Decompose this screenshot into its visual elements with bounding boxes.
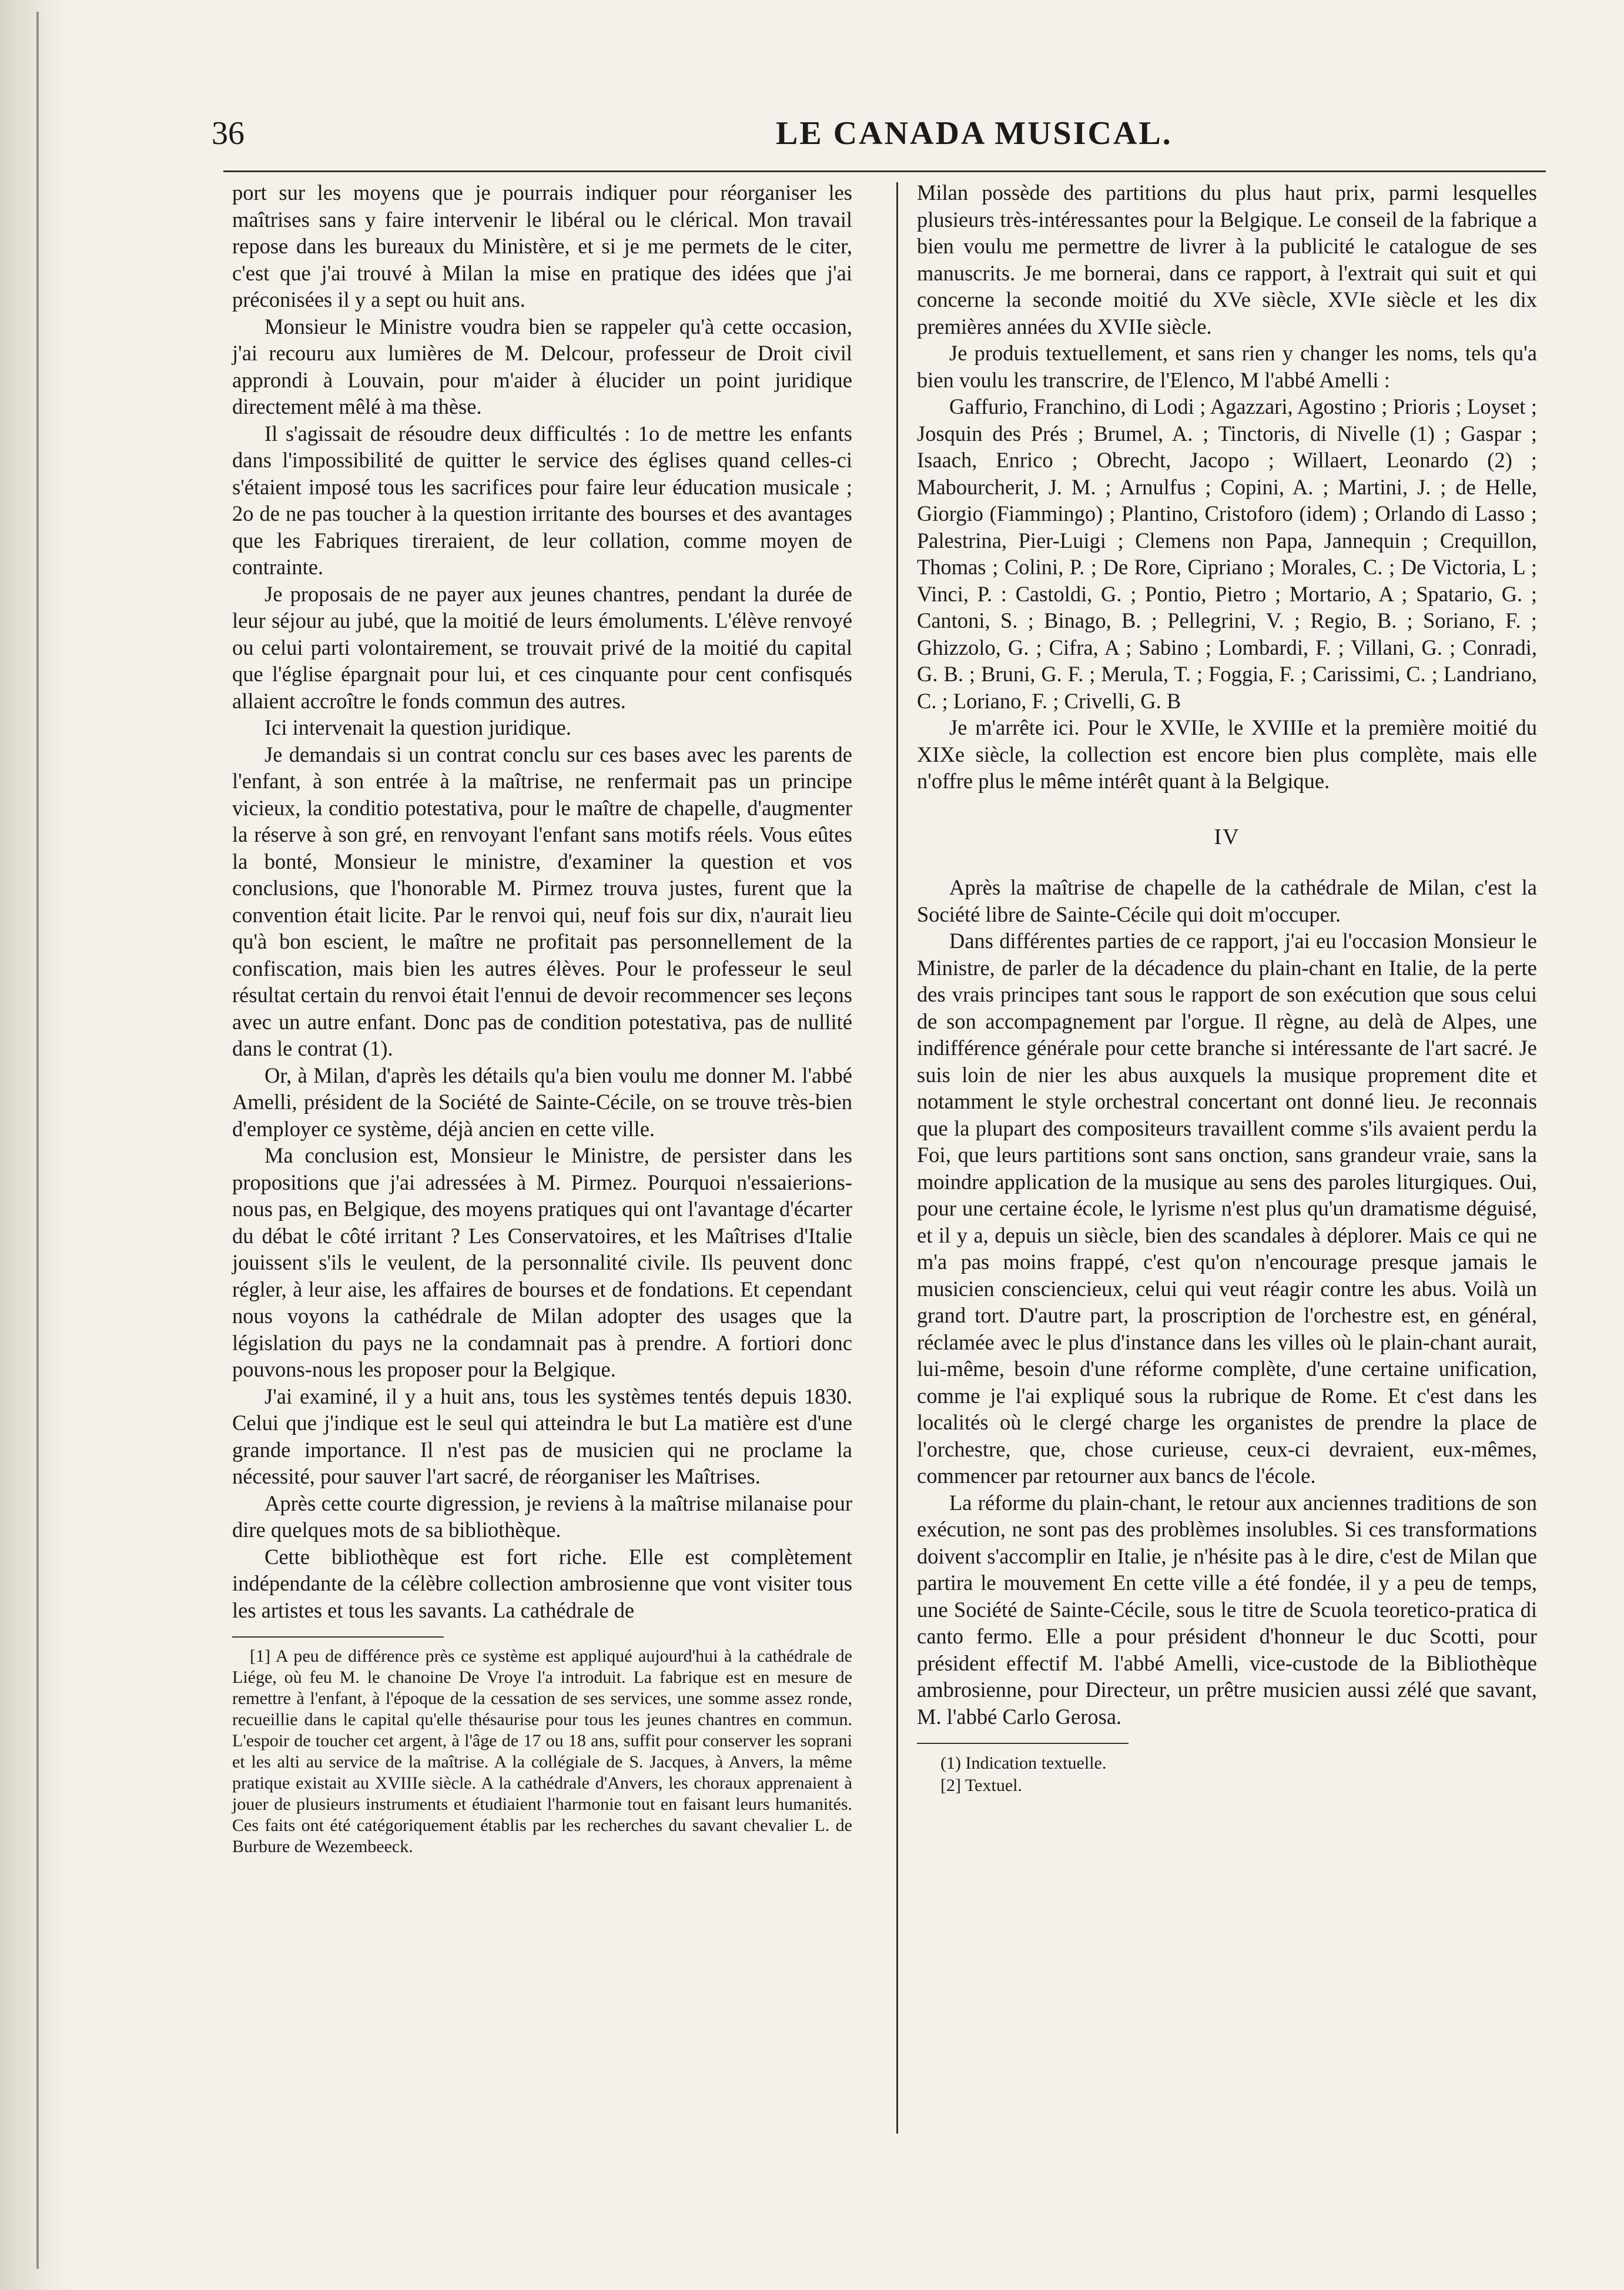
- binding-edge-line: [36, 12, 39, 2269]
- paragraph: Dans différentes parties de ce rapport, j'ai eu l'occasion Monsieur le Ministre, de parler de la décadence du plain-chant en Italie, de la perte des vrais principes tant sous le rapport de son exécution que sous celui de son accompagnement par l'orgue. Il règne, au delà de Alpes, une indifférence générale pour cette branche si intéressante de l'art sacré. Je suis loin de nier les abus auxquels la musique proprement dite et notamment le style orchestral concertant ont donné lieu. Je reconnais que la plupart des compositeurs travaillent comme s'ils avaient perdu la Foi, que leurs partitions sont sans onction, sans grandeur vraie, sans la moindre application de la musique au sens des paroles liturgiques. Oui, pour une certaine école, le lyrisme n'est plus qu'un dramatisme déguisé, et il y a, depuis un siècle, bien des scandales à déplorer. Mais ce qui ne m'a pas moins frappé, c'est qu'on n'encourage presque jamais le musicien consciencieux, celui qui veut réagir contre les abus. Voilà un grand tort. D'autre part, la proscription de l'orchestre est, en général, réclamée avec le plus d'instance dans les villes où le plain-chant aurait, lui-même, besoin d'une réforme complète, d'une certaine unification, comme je l'ai expliqué sous la rubrique de Rome. Et c'est dans les localités où le clergé charge les organistes de prendre la place de l'orchestre, que, chose curieuse, ceux-ci devraient, eux-mêmes, commencer par retourner aux bancs de l'école.: [917, 929, 1537, 1488]
- running-title: LE CANADA MUSICAL.: [776, 115, 1173, 152]
- paragraph: J'ai examiné, il y a huit ans, tous les systèmes tentés depuis 1830. Celui que j'indique est le seul qui atteindra le but La matière est d'une grande importance. Il n'est pas de musicien qui ne proclame la nécessité, pour sauver l'art sacré, de réorganiser les Maîtrises.: [232, 1384, 852, 1488]
- paragraph: Ici intervenait la question juridique.: [264, 715, 571, 739]
- paragraph: Je demandais si un contrat conclu sur ces bases avec les parents de l'enfant, à son entrée à la maîtrise, ne renfermait pas un principe vicieux, la conditio potestativa, pour le maître de chapelle, d'augmenter la réserve à son gré, en renvoyant l'enfant sans motifs réels. Vous eûtes la bonté, Monsieur le ministre, d'examiner la question et vos conclusions, que l'honorable M. Pirmez trouva justes, furent que la convention était licite. Par le renvoi qui, neuf fois sur dix, n'aurait lieu qu'à bon escient, le maître ne profitait pas personnellement de la confiscation, mais bien les autres élèves. Pour le professeur le seul résultat certain du renvoi était l'ennui de devoir recommencer ses leçons avec un autre enfant. Donc pas de condition potestativa, pas de nullité dans le contrat (1).: [232, 742, 852, 1060]
- composer-list: Gaffurio, Franchino, di Lodi ; Agazzari, Agostino ; Prioris ; Loyset ; Josquin des Prés ; Brumel, A. ; Tinctoris, di Nivelle (1) ; Gaspar ; Isaach, Enrico ; Obrecht, Jacopo ; Willaert, Leonardo (2) ; Mabourcherit, J. M. ; Arnulfus ; Copini, A. ; Martini, J. ; de Helle, Giorgio (Fiammingo) ; Plantino, Cristoforo (idem) ; Orlando di Lasso ; Palestrina, Pier-Luigi ; Clemens non Papa, Jannequin ; Crequillon, Thomas ; Colini, P. ; De Rore, Cipriano ; Morales, C. ; De Victoria, L ; Vinci, P. : Castoldi, G. ; Pontio, Pietro ; Mortario, A ; Spatario, G. ; Cantoni, S. ; Binago, B. ; Pellegrini, V. ; Regio, B. ; Soriano, F. ; Ghizzolo, G. ; Cifra, A ; Sabino ; Lombardi, F. ; Villani, G. ; Conradi, G. B. ; Bruni, G. F. ; Merula, T. ; Foggia, F. ; Carissimi, C. ; Landriano, C. ; Loriano, F. ; Crivelli, G. B: [917, 394, 1537, 713]
- paragraph: Monsieur le Ministre voudra bien se rappeler qu'à cette occasion, j'ai recouru aux lumières de M. Delcour, professeur de Droit civil approndi à Louvain, pour m'aider à élucider un point juridique directement mêlé à ma thèse.: [232, 314, 852, 419]
- paragraph: Il s'agissait de résoudre deux difficultés : 1o de mettre les enfants dans l'impossibilité de quitter le service des églises quand celles-ci s'étaient imposé tous les sacrifices pour faire leur éducation musicale ; 2o de ne pas toucher à la question irritante des bourses et des avantages que les Fabriques tireraient, de leur collation, comme moyen de contrainte.: [232, 421, 852, 579]
- left-column: [232, 179, 852, 1857]
- page-header: [212, 109, 1581, 162]
- section-heading: IV: [1214, 824, 1240, 849]
- paragraph: Milan possède des partitions du plus haut prix, parmi lesquelles plusieurs très-intéressantes pour la Belgique. Le conseil de la fabrique a bien voulu me permettre de livrer à la publicité le catalogue de ses manuscrits. Je me bornerai, dans ce rapport, à l'extrait qui suit et qui concerne la seconde moitié du XVe siècle, XVIe siècle et les dix premières années du XVIIe siècle.: [917, 180, 1537, 339]
- page-number: 36: [212, 115, 245, 152]
- paragraph: Cette bibliothèque est fort riche. Elle est complètement indépendante de la célèbre collection ambrosienne que vont visiter tous les artistes et tous les savants. La cathédrale de: [232, 1544, 852, 1622]
- paragraph: Après cette courte digression, je reviens à la maîtrise milanaise pour dire quelques mots de sa bibliothèque.: [232, 1491, 852, 1542]
- header-rule: [223, 170, 1546, 172]
- page-binding-shadow: [0, 0, 71, 2290]
- paragraph: Après la maîtrise de chapelle de la cathédrale de Milan, c'est la Société libre de Sainte-Cécile qui doit m'occuper.: [917, 875, 1537, 926]
- right-column: [917, 179, 1537, 1797]
- paragraph: Or, à Milan, d'après les détails qu'a bien voulu me donner M. l'abbé Amelli, président de la Société de Sainte-Cécile, on se trouve très-bien d'employer ce système, déjà ancien en cette ville.: [232, 1063, 852, 1141]
- footnote-rule: [232, 1636, 444, 1638]
- footnote-rule: [917, 1743, 1129, 1744]
- paragraph: Ma conclusion est, Monsieur le Ministre, de persister dans les propositions que j'ai adressées à M. Pirmez. Pourquoi n'essaierions-nous pas, en Belgique, des moyens pratiques qui ont l'avantage d'écarter du débat le côté irritant ? Les Conservatoires, et les Maîtrises d'Italie jouissent s'ils le veulent, de la personnalité civile. Ils peuvent donc régler, à leur aise, les affaires de bourses et de fondations. Et cependant nous voyons la cathédrale de Milan adopter des usages que la législation du pays ne la condamnait pas à prendre. A fortiori donc pouvons-nous les proposer pour la Belgique.: [232, 1143, 852, 1381]
- footnote: [2] Textuel.: [940, 1776, 1022, 1795]
- footnote: (1) Indication textuelle.: [940, 1753, 1107, 1773]
- paragraph: Je proposais de ne payer aux jeunes chantres, pendant la durée de leur séjour au jubé, que la moitié de leurs émoluments. L'élève renvoyé ou celui parti volontairement, se trouvait privé de la moitié du capital que l'église épargnait pour lui, et ces cinquante pour cent confisqués allaient accroître le fonds commun des autres.: [232, 581, 852, 713]
- paragraph: port sur les moyens que je pourrais indiquer pour réorganiser les maîtrises sans y faire intervenir le libéral ou le clérical. Mon travail repose dans les bureaux du Ministère, et si je me permets de le citer, c'est que j'ai trouvé à Milan la mise en pratique des idées que j'ai préconisées il y a sept ou huit ans.: [232, 180, 852, 312]
- paragraph: Je produis textuellement, et sans rien y changer les noms, tels qu'a bien voulu les transcrire, de l'Elenco, M l'abbé Amelli :: [917, 341, 1537, 392]
- column-divider: [896, 182, 898, 2134]
- footnote: [1] A peu de différence près ce système est appliqué aujourd'hui à la cathédrale de Liége, où feu M. le chanoine De Vroye l'a introduit. La fabrique est en mesure de remettre à l'enfant, à l'époque de la cessation de ses services, une somme assez ronde, recueillie dans le capital qu'elle thésaurise pour tous les jeunes chantres en commun. L'espoir de toucher cet argent, à l'âge de 17 ou 18 ans, suffit pour conserver les soprani et les alti au service de la maîtrise. A la collégiale de S. Jacques, à Anvers, la même pratique existait au XVIIIe siècle. A la cathédrale d'Anvers, les choraux apprenaient à jouer de plusieurs instruments et étudiaient l'harmonie tout en faisant leurs humanités. Ces faits ont été catégoriquement établis par les recherches du savant chevalier L. de Burbure de Wezembeeck.: [232, 1646, 852, 1856]
- paragraph: La réforme du plain-chant, le retour aux anciennes traditions de son exécution, ne sont pas des problèmes insolubles. Si ces transformations doivent s'accomplir en Italie, je n'hésite pas à le dire, c'est de Milan que partira le mouvement En cette ville a été fondée, il y a peu de temps, une Société de Sainte-Cécile, sous le titre de Scuola teoretico-pratica di canto fermo. Elle a pour président d'honneur le duc Scotti, pour président effectif M. l'abbé Amelli, vice-custode de la Bibliothèque ambrosienne, pour Directeur, un prêtre musicien aussi zélé que savant, M. l'abbé Carlo Gerosa.: [917, 1490, 1537, 1729]
- paragraph: Je m'arrête ici. Pour le XVIIe, le XVIIIe et la première moitié du XIXe siècle, la collection est encore bien plus complète, mais elle n'offre plus le même intérêt quant à la Belgique.: [917, 715, 1537, 793]
